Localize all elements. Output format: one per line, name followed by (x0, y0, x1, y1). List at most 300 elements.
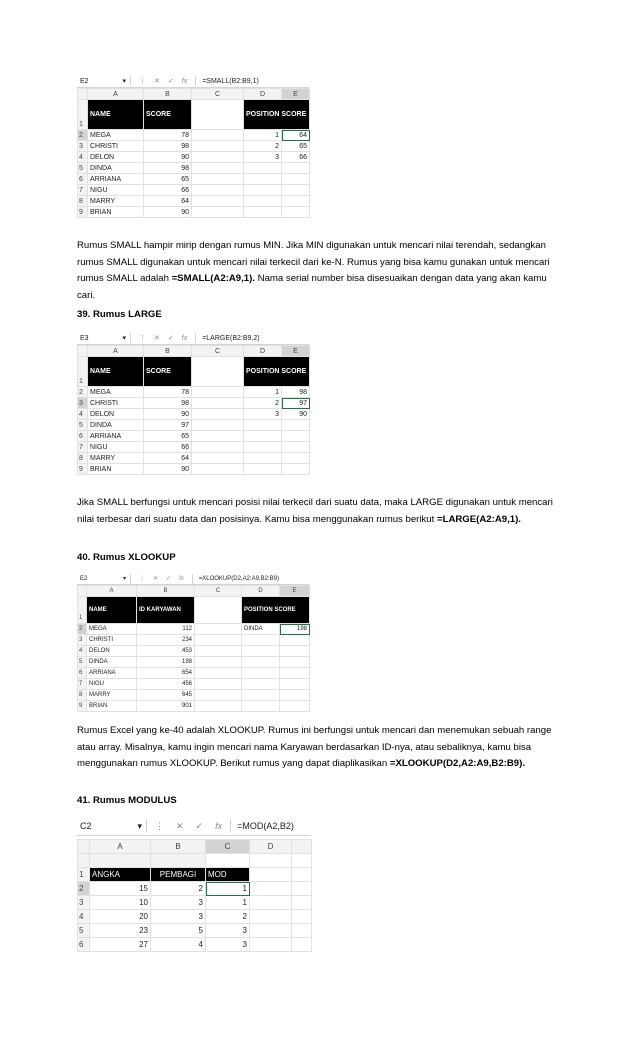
cell[interactable]: 654 (137, 668, 195, 679)
cell[interactable]: NIGU (88, 442, 144, 453)
row-header[interactable] (78, 854, 90, 868)
cell[interactable]: 66 (144, 185, 192, 196)
heading-xlookup: 40. Rumus XLOOKUP (77, 552, 176, 563)
cell[interactable] (282, 420, 310, 431)
cell[interactable]: 64 (144, 196, 192, 207)
cell[interactable] (280, 646, 310, 657)
spreadsheet-large (77, 332, 309, 488)
cell[interactable]: 97 (144, 420, 192, 431)
cell[interactable]: MARRY (88, 453, 144, 464)
table-row (78, 624, 310, 635)
cell[interactable] (280, 668, 310, 679)
cell[interactable]: BRIAN (88, 207, 144, 218)
cell[interactable]: CHRISTI (88, 398, 144, 409)
cell[interactable]: 65 (144, 174, 192, 185)
cell[interactable]: 3 (244, 409, 282, 420)
col-header[interactable]: B (137, 586, 195, 597)
cell[interactable] (192, 464, 244, 475)
cell[interactable]: NIGU (88, 185, 144, 196)
cell[interactable] (244, 464, 282, 475)
cell[interactable]: 3 (151, 910, 206, 924)
row-header[interactable]: 6 (78, 174, 88, 185)
paragraph-text: Rumus SMALL hampir mirip dengan rumus MIN. Jika MIN digunakan untuk mencari nilai terendah, sedangkan rumus SMALL digunakan untuk mencari nilai terkecil dari ke-N. Rumus yang bisa kamu gunakan untuk mencari rumus SMALL adalah (77, 240, 550, 284)
cell[interactable]: ARRIANA (88, 431, 144, 442)
col-header[interactable]: E (282, 346, 310, 357)
cell[interactable] (280, 657, 310, 668)
cell[interactable]: CHRISTI (87, 635, 137, 646)
cell[interactable] (282, 163, 310, 174)
cell[interactable]: CHRISTI (88, 141, 144, 152)
row-header[interactable]: 4 (78, 910, 90, 924)
table-row (78, 453, 310, 464)
cell[interactable]: 78 (144, 387, 192, 398)
col-header[interactable]: C (192, 89, 244, 100)
table-row (78, 896, 312, 910)
paragraph-xlookup (77, 723, 567, 773)
cell[interactable]: 66 (144, 442, 192, 453)
cell[interactable]: DINDA (88, 163, 144, 174)
corner-cell[interactable] (78, 586, 87, 597)
cell[interactable]: 20 (90, 910, 151, 924)
sheet-grid (77, 585, 310, 712)
cell[interactable]: DELON (88, 409, 144, 420)
cell[interactable] (282, 453, 310, 464)
col-header[interactable]: D (244, 346, 282, 357)
cell[interactable] (195, 657, 242, 668)
check-icon[interactable]: ✓ (167, 78, 174, 85)
col-header[interactable]: B (144, 346, 192, 357)
cell[interactable] (192, 130, 244, 141)
dots-icon: ⋮ (139, 335, 146, 342)
cell[interactable] (282, 464, 310, 475)
row-header[interactable]: 8 (78, 196, 88, 207)
cell[interactable] (242, 668, 280, 679)
row-header[interactable]: 4 (78, 409, 88, 420)
cell[interactable]: 2 (244, 141, 282, 152)
cell[interactable]: 1 (206, 896, 250, 910)
cell[interactable]: 645 (137, 690, 195, 701)
cell[interactable] (192, 420, 244, 431)
header-score[interactable]: SCORE (144, 100, 192, 130)
formula-text: =XLOOKUP(D2,A2:A9,B2:B9). (389, 758, 525, 769)
formula-bar (77, 332, 309, 345)
col-header[interactable]: B (144, 89, 192, 100)
table-row (78, 185, 310, 196)
cell[interactable]: 1 (206, 882, 250, 896)
cell[interactable] (292, 882, 312, 896)
cell[interactable] (250, 924, 292, 938)
row-header[interactable]: 1 (78, 357, 88, 387)
col-header[interactable]: A (88, 346, 144, 357)
header-name[interactable]: NAME (88, 100, 144, 130)
cell[interactable]: 198 (280, 624, 310, 635)
chevron-down-icon[interactable]: ▾ (137, 820, 142, 831)
corner-cell[interactable] (78, 840, 90, 854)
header-name[interactable]: NAME (88, 357, 144, 387)
cell[interactable] (292, 854, 312, 868)
cell[interactable] (282, 431, 310, 442)
close-icon[interactable]: ✕ (154, 335, 160, 342)
cell[interactable]: 3 (206, 938, 250, 952)
row-header[interactable]: 4 (78, 646, 87, 657)
cell[interactable]: DELON (88, 152, 144, 163)
cell[interactable] (206, 854, 250, 868)
cell[interactable]: 66 (282, 152, 310, 163)
cell[interactable] (250, 910, 292, 924)
cell[interactable]: 3 (151, 896, 206, 910)
row-header[interactable]: 3 (78, 896, 90, 910)
cell[interactable]: 901 (137, 701, 195, 712)
spreadsheet-xlookup (77, 573, 309, 714)
cell[interactable] (292, 896, 312, 910)
formula-text: =LARGE(A2:A9,1). (436, 513, 521, 525)
col-header[interactable]: A (88, 89, 144, 100)
cell[interactable]: MARRY (88, 196, 144, 207)
cell[interactable] (282, 174, 310, 185)
cell[interactable]: 3 (206, 924, 250, 938)
table-row (78, 163, 310, 174)
dots-icon: ⋮ (155, 820, 164, 831)
cell[interactable] (192, 409, 244, 420)
cell[interactable]: 2 (206, 910, 250, 924)
cell[interactable] (244, 442, 282, 453)
formula-bar (77, 817, 311, 836)
row-header[interactable]: 7 (78, 442, 88, 453)
cell[interactable] (244, 431, 282, 442)
col-header[interactable]: E (282, 89, 310, 100)
close-icon[interactable]: ✕ (154, 78, 160, 85)
formula-input[interactable]: =SMALL(B2:B9,1) (202, 77, 259, 85)
cell[interactable]: DINDA (242, 624, 280, 635)
table-row (78, 690, 310, 701)
cell[interactable] (292, 924, 312, 938)
table-row (78, 130, 310, 141)
header-mod[interactable]: MOD (206, 868, 250, 882)
close-icon[interactable]: ✕ (176, 820, 184, 831)
cell[interactable] (192, 163, 244, 174)
cell[interactable]: 15 (90, 882, 151, 896)
cell[interactable] (242, 646, 280, 657)
cell[interactable] (195, 690, 242, 701)
header-position[interactable]: POSITION SCORE (244, 100, 310, 130)
cell[interactable] (280, 679, 310, 690)
cell[interactable] (244, 163, 282, 174)
table-row (78, 668, 310, 679)
cell[interactable]: NIGU (87, 679, 137, 690)
corner-cell[interactable] (78, 346, 88, 357)
cell[interactable] (242, 657, 280, 668)
col-header[interactable]: B (151, 840, 206, 854)
cell[interactable] (242, 635, 280, 646)
cell[interactable] (282, 442, 310, 453)
name-box[interactable] (77, 574, 131, 584)
row-header[interactable]: 5 (78, 163, 88, 174)
header-id[interactable]: ID KARYAWAN (137, 597, 195, 624)
check-icon[interactable]: ✓ (166, 576, 172, 582)
cell[interactable] (280, 701, 310, 712)
cell[interactable] (192, 174, 244, 185)
dots-icon: ⋮ (139, 78, 146, 85)
cell[interactable]: DINDA (88, 420, 144, 431)
row-header[interactable]: 9 (78, 701, 87, 712)
row-header[interactable]: 3 (78, 398, 88, 409)
cell[interactable] (242, 701, 280, 712)
row-header[interactable]: 7 (78, 185, 88, 196)
col-header[interactable]: C (192, 346, 244, 357)
row-header[interactable]: 3 (78, 635, 87, 646)
name-box[interactable] (77, 76, 131, 86)
table-row (78, 924, 312, 938)
cell[interactable] (151, 854, 206, 868)
cell[interactable]: 5 (151, 924, 206, 938)
table-row (78, 207, 310, 218)
cell[interactable]: 98 (144, 398, 192, 409)
cell[interactable] (195, 635, 242, 646)
table-row (78, 141, 310, 152)
row-header[interactable]: 1 (78, 868, 90, 882)
cell[interactable]: 112 (137, 624, 195, 635)
cell[interactable]: 2 (151, 882, 206, 896)
row-header[interactable]: 6 (78, 938, 90, 952)
col-header[interactable]: A (90, 840, 151, 854)
cell[interactable]: 64 (144, 453, 192, 464)
cell[interactable] (242, 690, 280, 701)
cell[interactable]: 90 (144, 152, 192, 163)
cell[interactable]: 90 (144, 409, 192, 420)
cell[interactable] (244, 174, 282, 185)
row-header[interactable]: 4 (78, 152, 88, 163)
dots-icon: ⋮ (139, 576, 145, 582)
cell[interactable] (195, 646, 242, 657)
cell[interactable] (250, 896, 292, 910)
formula-input[interactable]: =LARGE(B2:B9,2) (202, 334, 260, 342)
row-header[interactable]: 6 (78, 668, 87, 679)
row-header[interactable]: 1 (78, 100, 88, 130)
cell[interactable] (282, 207, 310, 218)
function-icon[interactable]: fx (215, 821, 223, 831)
function-icon[interactable]: fx (181, 334, 188, 342)
cell[interactable] (244, 185, 282, 196)
table-row (78, 910, 312, 924)
function-icon[interactable]: fx (181, 77, 188, 85)
cell[interactable] (292, 868, 312, 882)
cell[interactable] (192, 442, 244, 453)
cell[interactable]: ARRIANA (87, 668, 137, 679)
cell[interactable] (192, 152, 244, 163)
heading-modulus: 41. Rumus MODULUS (77, 795, 177, 806)
row-header[interactable]: 8 (78, 453, 88, 464)
cell[interactable]: 97 (282, 398, 310, 409)
col-header[interactable]: C (195, 586, 242, 597)
row-header[interactable]: 3 (78, 141, 88, 152)
table-row (78, 174, 310, 185)
formula-input[interactable]: =MOD(A2,B2) (237, 821, 294, 831)
col-header[interactable]: C (206, 840, 250, 854)
cell[interactable]: 64 (282, 130, 310, 141)
heading-large: 39. Rumus LARGE (77, 309, 162, 320)
header-position[interactable]: POSITION SCORE (242, 597, 310, 624)
chevron-down-icon[interactable]: ▾ (122, 78, 126, 85)
cell[interactable] (250, 938, 292, 952)
table-row (78, 398, 310, 409)
close-icon[interactable]: ✕ (153, 576, 159, 582)
cell[interactable]: 98 (282, 387, 310, 398)
cell[interactable] (192, 431, 244, 442)
cell[interactable]: 27 (90, 938, 151, 952)
cell[interactable]: 90 (282, 409, 310, 420)
cell[interactable]: 453 (137, 646, 195, 657)
table-row (78, 657, 310, 668)
row-header[interactable]: 2 (78, 130, 88, 141)
cell[interactable] (195, 668, 242, 679)
cell[interactable] (195, 597, 242, 624)
check-icon[interactable]: ✓ (167, 335, 174, 342)
cell[interactable] (192, 100, 244, 130)
cell[interactable] (292, 910, 312, 924)
table-row (78, 701, 310, 712)
formula-text: =SMALL(A2:A9,1). (171, 273, 255, 284)
cell[interactable]: 198 (137, 657, 195, 668)
cell[interactable] (195, 624, 242, 635)
cell[interactable] (192, 185, 244, 196)
row-header[interactable]: 5 (78, 924, 90, 938)
cell[interactable] (250, 882, 292, 896)
cell[interactable]: MEGA (88, 130, 144, 141)
cell[interactable]: 456 (137, 679, 195, 690)
cell[interactable]: 1 (244, 130, 282, 141)
row-header[interactable]: 2 (78, 624, 87, 635)
cell[interactable]: 98 (144, 163, 192, 174)
table-row (78, 431, 310, 442)
cell[interactable]: ARRIANA (88, 174, 144, 185)
cell-ref: C2 (80, 821, 92, 831)
cell[interactable] (192, 398, 244, 409)
cell[interactable] (292, 938, 312, 952)
cell[interactable]: 65 (282, 141, 310, 152)
cell[interactable]: 3 (244, 152, 282, 163)
cell[interactable] (195, 679, 242, 690)
cell[interactable] (192, 453, 244, 464)
formula-bar (77, 75, 309, 88)
cell[interactable]: 10 (90, 896, 151, 910)
cell-ref: E2 (80, 77, 89, 85)
check-icon[interactable]: ✓ (195, 820, 204, 831)
cell[interactable]: 2 (244, 398, 282, 409)
corner-cell[interactable] (78, 89, 88, 100)
cell[interactable] (195, 701, 242, 712)
sheet-grid (77, 88, 310, 218)
row-header[interactable]: 9 (78, 207, 88, 218)
formula-input[interactable]: =XLOOKUP(D2,A2:A9,B2:B9) (198, 575, 279, 582)
cell[interactable] (250, 868, 292, 882)
cell[interactable]: 90 (144, 207, 192, 218)
cell[interactable]: DELON (87, 646, 137, 657)
sheet-grid (77, 345, 310, 475)
header-score[interactable]: SCORE (144, 357, 192, 387)
table-row (78, 464, 310, 475)
header-angka[interactable]: ANGKA (90, 868, 151, 882)
col-header[interactable]: E (280, 586, 310, 597)
cell[interactable] (192, 207, 244, 218)
cell[interactable]: 1 (244, 387, 282, 398)
row-header[interactable]: 9 (78, 464, 88, 475)
cell[interactable]: 90 (144, 464, 192, 475)
spreadsheet-mod (77, 817, 311, 950)
col-header[interactable]: D (244, 89, 282, 100)
cell[interactable] (280, 690, 310, 701)
col-header[interactable]: D (242, 586, 280, 597)
cell[interactable] (192, 357, 244, 387)
header-pembagi[interactable]: PEMBAGI (151, 868, 206, 882)
table-row (78, 196, 310, 207)
name-box[interactable] (77, 333, 131, 343)
row-header[interactable]: 7 (78, 679, 87, 690)
row-header[interactable]: 2 (78, 387, 88, 398)
cell[interactable]: 23 (90, 924, 151, 938)
function-icon[interactable]: fx (179, 575, 184, 582)
name-box[interactable] (77, 819, 147, 833)
cell[interactable]: BRIAN (88, 464, 144, 475)
cell[interactable] (242, 679, 280, 690)
table-row (78, 646, 310, 657)
paragraph-small (77, 238, 567, 304)
cell[interactable]: DINDA (87, 657, 137, 668)
cell[interactable]: 234 (137, 635, 195, 646)
cell[interactable] (292, 840, 312, 854)
cell[interactable] (250, 854, 292, 868)
row-header[interactable]: 2 (78, 882, 90, 896)
paragraph-text: Jika SMALL berfungsi untuk mencari posisi nilai terkecil dari suatu data, maka LARGE digunakan untuk mencari nilai terbesar dari suatu data dan posisinya. Kamu bisa menggunakan rumus berikut (77, 497, 553, 525)
table-row (78, 387, 310, 398)
cell[interactable]: MEGA (88, 387, 144, 398)
cell[interactable]: MARRY (87, 690, 137, 701)
cell[interactable] (192, 387, 244, 398)
chevron-down-icon[interactable]: ▾ (122, 335, 126, 342)
row-header[interactable]: 5 (78, 657, 87, 668)
table-row (78, 420, 310, 431)
col-header[interactable]: A (87, 586, 137, 597)
cell[interactable] (280, 635, 310, 646)
header-name[interactable]: NAME (87, 597, 137, 624)
table-row (78, 679, 310, 690)
cell[interactable] (244, 196, 282, 207)
chevron-down-icon[interactable]: ▾ (122, 576, 126, 582)
cell[interactable] (192, 141, 244, 152)
table-row (78, 152, 310, 163)
cell[interactable]: 98 (144, 141, 192, 152)
cell[interactable]: 65 (144, 431, 192, 442)
cell[interactable] (282, 185, 310, 196)
cell[interactable]: 4 (151, 938, 206, 952)
cell[interactable]: BRIAN (87, 701, 137, 712)
cell[interactable] (244, 420, 282, 431)
cell[interactable] (192, 196, 244, 207)
cell[interactable] (90, 854, 151, 868)
header-position[interactable]: POSITION SCORE (244, 357, 310, 387)
col-header[interactable]: D (250, 840, 292, 854)
table-row (78, 442, 310, 453)
cell[interactable]: MEGA (87, 624, 137, 635)
cell[interactable] (244, 207, 282, 218)
row-header[interactable]: 6 (78, 431, 88, 442)
cell[interactable] (244, 453, 282, 464)
cell[interactable] (282, 196, 310, 207)
table-row (78, 938, 312, 952)
row-header[interactable]: 5 (78, 420, 88, 431)
row-header[interactable]: 8 (78, 690, 87, 701)
cell[interactable]: 78 (144, 130, 192, 141)
row-header[interactable]: 1 (78, 597, 87, 624)
